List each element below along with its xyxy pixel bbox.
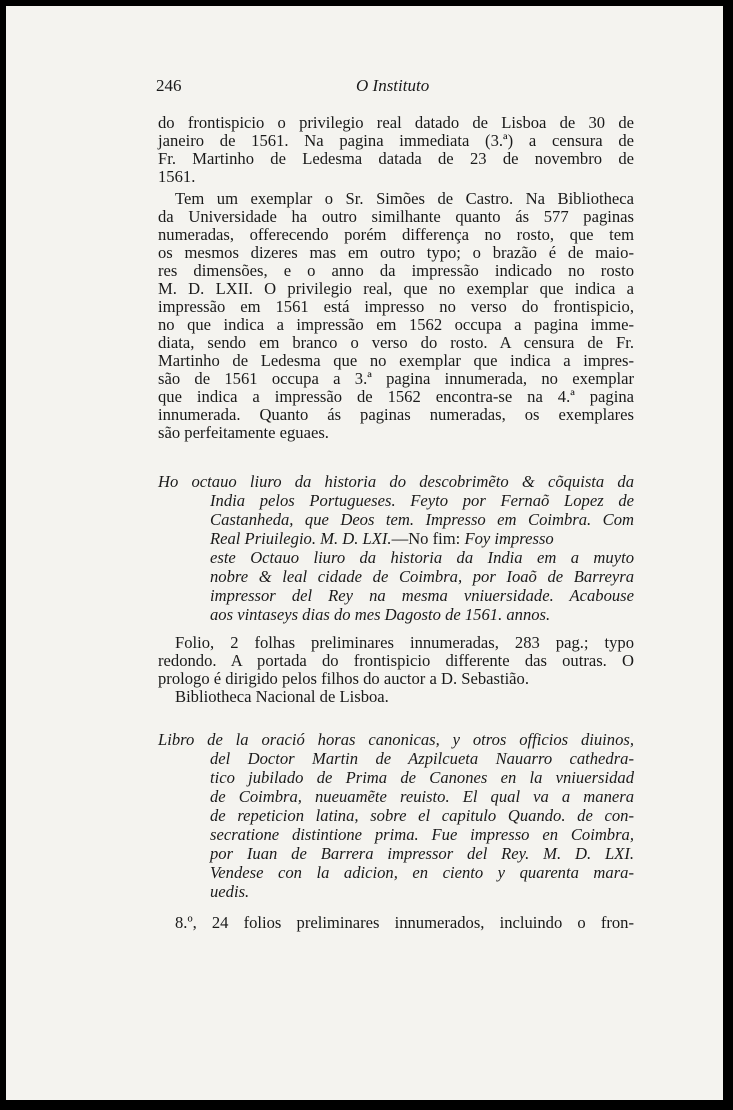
text-line: Libro de la oració horas canonicas, y otros officios diuinos, [158,730,634,749]
text-line: India pelos Portugueses. Feyto por Fernaõ Lopez de [210,491,634,510]
text-line: prologo é dirigido pelos filhos do auctor a D. Sebastião. [158,669,529,688]
text-line: res dimensões, e o anno da impressão indicado no rosto [158,261,634,280]
text-line: nobre & leal cidade de Coimbra, por Ioaõ de Barreyra [210,567,634,586]
text-line: são de 1561 occupa a 3.ª pagina innumerada, no exemplar [158,369,634,388]
text-line: 1561. [158,167,196,186]
text-line: Martinho de Ledesma que no exemplar que indica a impres- [158,351,634,370]
text-line-mixed [210,530,634,548]
text-line: numeradas, offerecendo porém differença no rosto, que tem [158,225,634,244]
text-line: uedis. [210,882,250,901]
text-span-roman: —No fim: [391,529,461,548]
text-line: de Coimbra, nueuamẽte reuisto. El qual va a manera [210,787,634,806]
text-line: Bibliotheca Nacional de Lisboa. [175,687,389,706]
book-page [6,6,723,1100]
text-line: M. D. LXII. O privilegio real, que no exemplar que indica a [158,279,634,298]
text-line: impressor del Rey na mesma vniuersidade. Acabouse [210,586,634,605]
text-line: Tem um exemplar o Sr. Simões de Castro. Na Bibliotheca [175,189,634,208]
text-line: no que indica a impressão em 1562 occupa a pagina imme- [158,315,634,334]
text-line: Vendese con la adicion, en ciento y quarenta mara- [210,863,634,882]
running-title: O Instituto [356,76,430,95]
page-number: 246 [156,76,182,95]
text-line: secratione distintione prima. Fue impresso en Coimbra, [210,825,634,844]
text-line: os mesmos dizeres mas em outro typo; o brazão é de maio- [158,243,634,262]
text-line: del Doctor Martin de Azpilcueta Nauarro cathedra- [210,749,634,768]
text-span-italic: Real Priuilegio. M. D. LXI. [210,529,392,548]
text-line: innumerada. Quanto ás paginas numeradas, os exemplares [158,405,634,424]
text-line: diata, sendo em branco o verso do rosto. A censura de Fr. [158,333,634,352]
text-line: tico jubilado de Prima de Canones en la vniuersidad [210,768,634,787]
text-line: que indica a impressão de 1562 encontra-se na 4.ª pagina [158,387,634,406]
text-line: por Iuan de Barrera impressor del Rey. M. D. LXI. [210,844,634,863]
text-line: da Universidade ha outro similhante quanto ás 577 paginas [158,207,634,226]
text-span-italic: Foy impresso [464,529,554,548]
text-line: Folio, 2 folhas preliminares innumeradas, 283 pag.; typo [175,633,634,652]
text-line: redondo. A portada do frontispicio differente das outras. O [158,651,634,670]
text-line: são perfeitamente eguaes. [158,423,329,442]
text-line: Castanheda, que Deos tem. Impresso em Coimbra. Com [210,510,634,529]
page-header [156,76,636,98]
text-line: Fr. Martinho de Ledesma datada de 23 de novembro de [158,149,634,168]
text-line: Ho octauo liuro da historia do descobrimẽto & cõquista da [158,472,634,491]
text-line: este Octauo liuro da historia da India em a muyto [210,548,634,567]
text-line: do frontispicio o privilegio real datado de Lisboa de 30 de [158,113,634,132]
text-line: aos vintaseys dias do mes Dagosto de 1561. annos. [210,605,551,624]
text-line: impressão em 1561 está impresso no verso do frontispicio, [158,297,634,316]
text-line: janeiro de 1561. Na pagina immediata (3.ª) a censura de [158,131,634,150]
text-line: de repeticion latina, sobre el capitulo Quando. de con- [210,806,634,825]
text-line: 8.º, 24 folios preliminares innumerados, incluindo o fron- [175,913,634,932]
